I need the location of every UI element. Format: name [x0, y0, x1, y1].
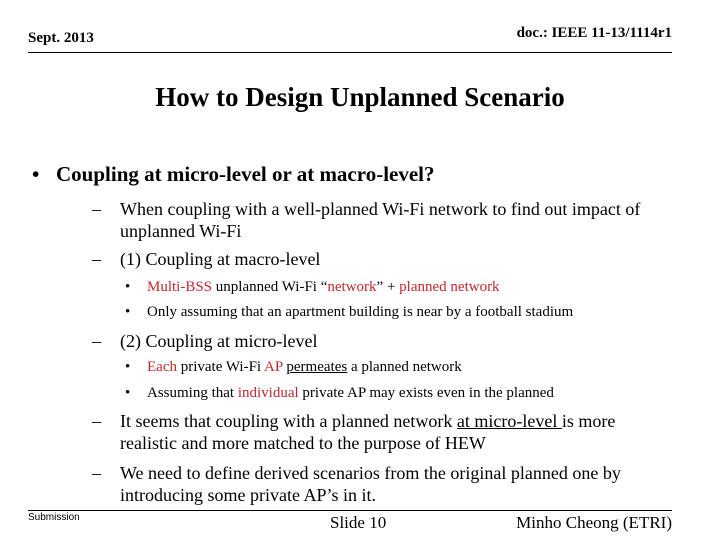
sub-bullet-3-text: (2) Coupling at micro-level — [120, 331, 318, 351]
sub-bullet-3 — [92, 330, 672, 352]
footer-submission: Submission — [28, 512, 80, 523]
sub-bullet-2 — [92, 248, 672, 270]
header-doc-id: doc.: IEEE 11-13/1114r1 — [516, 25, 672, 41]
footer-slide-number: Slide 10 — [330, 513, 387, 532]
sub3-b-individual: individual — [237, 385, 299, 401]
sub2-item-a — [125, 277, 500, 297]
dash-icon: – — [92, 411, 101, 431]
footer-divider — [28, 510, 672, 511]
sub3-a-text2: a planned network — [347, 359, 462, 375]
sub-bullet-2-text: (1) Coupling at macro-level — [120, 249, 321, 269]
sub3-a-ap: AP — [264, 359, 283, 375]
sub2-a-network: network — [327, 279, 377, 295]
sub3-a-permeates: permeates — [286, 359, 348, 375]
sub2-b-text: Only assuming that an apartment building is near by a football stadium — [147, 304, 574, 320]
sub-bullet-5-text: We need to define derived scenarios from the original planned one by introducing some private AP’s in it. — [120, 463, 621, 505]
footer-author: Minho Cheong (ETRI) — [516, 513, 672, 532]
small-dot-icon: • — [125, 279, 131, 295]
sub3-b-text2: private AP may exists even in the planned — [298, 385, 554, 401]
sub2-item-b — [125, 302, 573, 322]
sub3-a-text: private Wi-Fi — [176, 359, 265, 375]
small-dot-icon: • — [125, 304, 131, 320]
sub2-a-text2: ” + — [376, 279, 400, 295]
sub2-a-planned: planned network — [399, 279, 500, 295]
small-dot-icon: • — [125, 359, 131, 375]
sub-bullet-1 — [92, 198, 672, 242]
small-dot-icon: • — [125, 385, 131, 401]
dash-icon: – — [92, 463, 101, 483]
sub4-text2: is more realistic and more matched to the purpose of HEW — [120, 411, 616, 453]
slide-title: How to Design Unplanned Scenario — [155, 82, 565, 112]
sub-bullet-4-text — [120, 410, 672, 454]
header-date: Sept. 2013 — [28, 30, 94, 46]
sub-bullet-1-text: When coupling with a well-planned Wi-Fi network to find out impact of unplanned Wi-Fi — [120, 199, 641, 241]
dash-icon: – — [92, 199, 101, 219]
bullet-main — [32, 162, 435, 187]
sub3-a-each: Each — [147, 359, 177, 375]
sub4-micro-level: at micro-level — [456, 411, 562, 431]
sub2-a-multibss: Multi-BSS — [147, 279, 213, 295]
sub-bullet-4 — [92, 410, 672, 454]
header-divider — [28, 52, 672, 53]
sub3-item-b — [125, 383, 554, 403]
sub3-b-text: Assuming that — [147, 385, 238, 401]
dash-icon: – — [92, 331, 101, 351]
bullet-dot-icon: • — [32, 162, 40, 186]
sub3-item-a — [125, 357, 462, 377]
sub4-text: It seems that coupling with a planned network — [120, 411, 457, 431]
bullet-main-text: Coupling at micro-level or at macro-level? — [56, 162, 435, 186]
sub2-a-text: unplanned Wi-Fi “ — [212, 279, 328, 295]
sub-bullet-5 — [92, 462, 672, 506]
dash-icon: – — [92, 249, 101, 269]
